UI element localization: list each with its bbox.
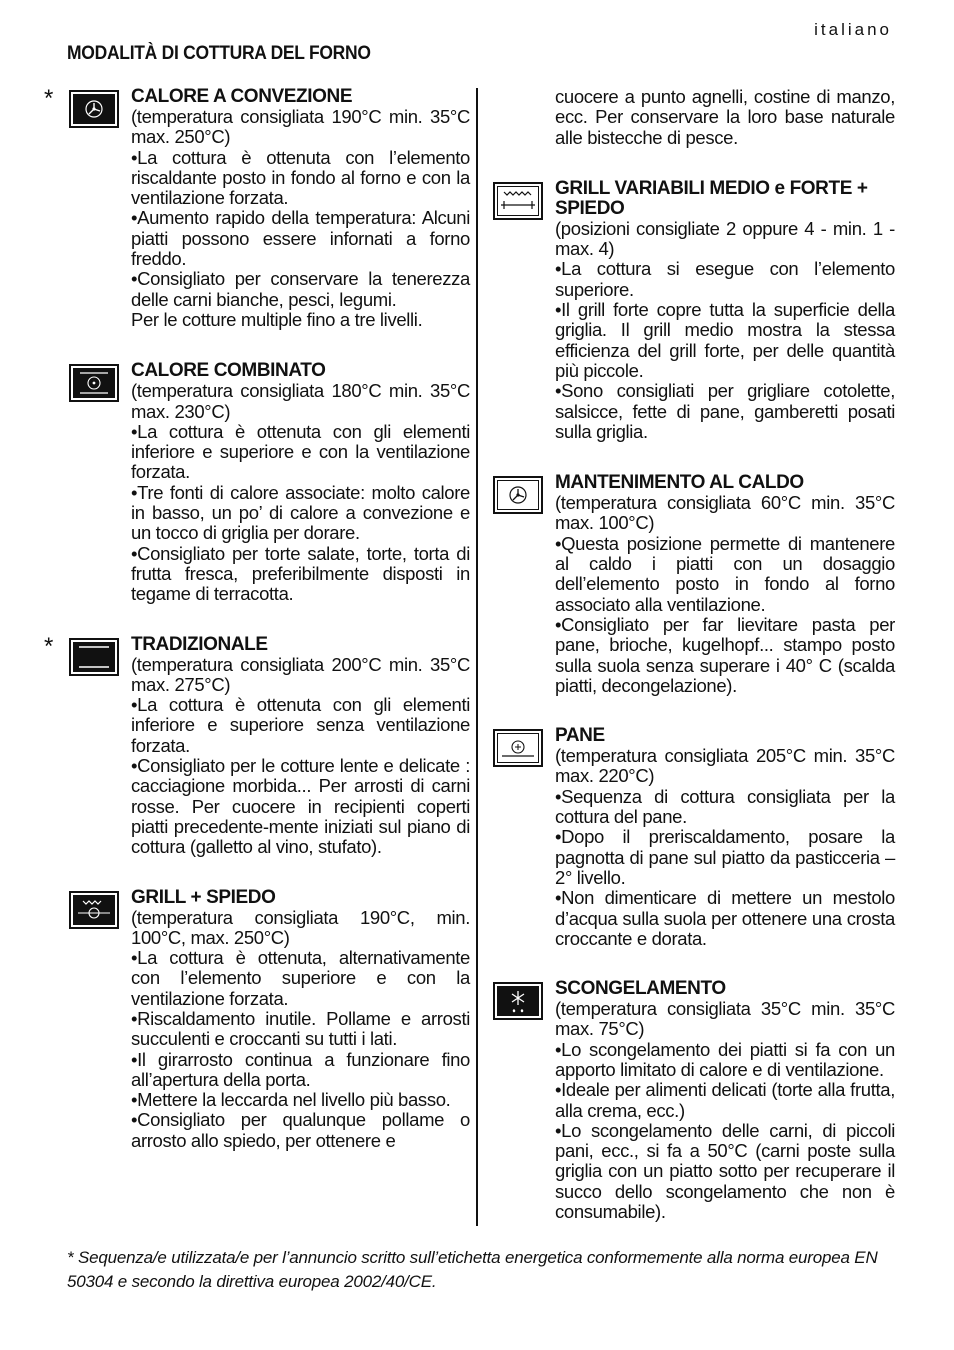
section-convection xyxy=(40,87,470,330)
left-column xyxy=(40,87,470,1171)
section-line: (temperatura consigliata 180°C min. 35°C max. 230°C) xyxy=(131,380,470,422)
section-title: SCONGELAMENTO xyxy=(555,978,726,1000)
right-column xyxy=(490,87,895,1242)
defrost-snowflake-icon xyxy=(493,982,543,1020)
section-line: •Lo scongelamento delle carni, di piccoli pani, ecc., si fa a 50°C (carni poste sulla griglia con un piatto sotto per recuperare il succo dello scongelamento che non è consumabile). xyxy=(555,1119,895,1223)
section-title: TRADIZIONALE xyxy=(131,633,268,655)
combined-heat-icon xyxy=(69,364,119,402)
section-line: •La cottura è ottenuta con gli elementi inferiore e superiore senza ventilazione forzata. xyxy=(131,694,470,756)
section-bread xyxy=(490,726,895,949)
section-line: •La cottura è ottenuta, alternativamente con l’elemento superiore e con la ventilazione forzata. xyxy=(131,947,470,1009)
section-line: •Consigliato per far lievitare pasta per pane, brioche, kugelhopf... stampo posto sulla suola senza superare i 40° C (scalda piatti, decongelazione). xyxy=(555,613,895,696)
section-body xyxy=(131,107,470,330)
section-line: •Ideale per alimenti delicati (torte alla frutta, alla crema, ecc.) xyxy=(555,1079,895,1121)
section-line: (temperatura consigliata 190°C, min. 100°C, max. 250°C) xyxy=(131,906,470,948)
section-body xyxy=(131,381,470,604)
grill-spit-fan-icon xyxy=(69,891,119,929)
section-body xyxy=(555,493,895,696)
section-keep-warm xyxy=(490,473,895,696)
grill-spit-icon xyxy=(493,182,543,220)
section-title: PANE xyxy=(555,725,605,747)
energy-label-marker: * xyxy=(44,632,54,660)
section-body xyxy=(555,999,895,1222)
section-line: •La cottura si esegue con l’elemento superiore. xyxy=(555,258,895,300)
section-line: •Aumento rapido della temperatura: Alcuni piatti possono essere infornati a forno freddo. xyxy=(131,207,470,270)
section-line: •Sequenza di cottura consigliata per la cottura del pane. xyxy=(555,785,895,828)
section-line: (temperatura consigliata 205°C min. 35°C max. 220°C) xyxy=(555,745,895,787)
section-line: •Consigliato per le cotture lente e delicate : cacciagione morbida... Per arrosti di carni rosse. Per cuocere in recipienti coperti piatti precedente-mente iniziati sul piano di cottura (galletto al vino, stufato). xyxy=(131,755,470,858)
section-line: •La cottura è ottenuta con gli elementi inferiore e superiore e con la ventilazione forzata. xyxy=(131,420,470,483)
section-title: MANTENIMENTO AL CALDO xyxy=(555,472,804,494)
section-line: •Dopo il preriscaldamento, posare la pagnotta di pane sul piatto da pasticceria – 2° livello. xyxy=(555,826,895,888)
section-title: CALORE A CONVEZIONE xyxy=(131,86,353,107)
section-body xyxy=(555,219,895,442)
keep-warm-fan-icon xyxy=(493,476,543,514)
section-line: (posizioni consigliate 2 oppure 4 - min. 1 - max. 4) xyxy=(555,217,895,260)
section-defrost xyxy=(490,979,895,1222)
section-variable-grill xyxy=(490,179,895,442)
section-line: •Mettere la leccarda nel livello più basso. xyxy=(131,1089,451,1111)
page-title: MODALITÀ DI COTTURA DEL FORNO xyxy=(67,43,371,64)
section-title: CALORE COMBINATO xyxy=(131,360,326,382)
footnote: * Sequenza/e utilizzata/e per l’annuncio scritto sull’etichetta energetica conformemente alla norma europea EN 50304 e secondo la direttiva europea 2002/40/CE. xyxy=(67,1248,878,1291)
section-body xyxy=(131,908,470,1152)
language-label: italiano xyxy=(814,20,892,39)
column-divider xyxy=(476,88,478,1226)
section-line: •Il girarrosto continua a funzionare fino all’apertura della porta. xyxy=(131,1048,470,1090)
section-line: (temperatura consigliata 190°C min. 35°C max. 250°C) xyxy=(131,106,470,148)
section-line: •Riscaldamento inutile. Pollame e arrosti succulenti e croccanti su tutti i lati. xyxy=(131,1007,470,1050)
section-line: (temperatura consigliata 60°C min. 35°C max. 100°C) xyxy=(555,492,895,534)
section-title: GRILL + SPIEDO xyxy=(131,886,276,908)
section-combined xyxy=(40,361,470,604)
section-line: •Non dimenticare di mettere un mestolo d’acqua sulla suola per ottenere una crosta croccante e dorata. xyxy=(555,887,895,949)
section-line: (temperatura consigliata 200°C min. 35°C max. 275°C) xyxy=(131,653,470,695)
section-line: •Il grill forte copre tutta la superficie della griglia. Il grill medio mostra la stessa efficienza del grill forte, per delle quantità più piccole. xyxy=(555,299,895,381)
section-line: •Consigliato per conservare la tenerezza delle carni bianche, pesci, legumi. xyxy=(131,268,470,310)
energy-label-marker: * xyxy=(44,85,54,112)
section-line: Per le cotture multiple fino a tre livelli. xyxy=(131,308,423,330)
traditional-heat-icon xyxy=(69,638,119,676)
convection-fan-icon xyxy=(69,90,119,128)
section-line: •Consigliato per torte salate, torte, torta di frutta fresca, preferibilmente disposti in tegame di terracotta. xyxy=(131,542,470,605)
section-line: •Questa posizione permette di mantenere al caldo i piatti con un dosaggio dell’elemento posto in fondo al forno associato alla ventilazione. xyxy=(555,532,895,615)
section-line: •Lo scongelamento dei piatti si fa con un apporto limitato di calore e di ventilazione. xyxy=(555,1038,895,1080)
continued-text xyxy=(490,87,895,148)
section-title: GRILL VARIABILI MEDIO e FORTE + SPIEDO xyxy=(555,177,868,219)
section-body xyxy=(131,655,470,858)
section-line: •Tre fonti di calore associate: molto calore in basso, un po’ di calore a convezione e un tocco di griglia per dorare. xyxy=(131,481,470,544)
section-line: (temperatura consigliata 35°C min. 35°C max. 75°C) xyxy=(555,998,895,1040)
section-body xyxy=(555,746,895,949)
section-line: •Consigliato per qualunque pollame o arrosto allo spiedo, per ottenere e xyxy=(131,1109,470,1151)
section-line: •La cottura è ottenuta con l’elemento riscaldante posto in fondo al forno e con la ventilazione forzata. xyxy=(131,146,470,209)
section-grill-spit xyxy=(40,888,470,1152)
bread-icon xyxy=(493,729,543,767)
section-line: •Sono consigliati per grigliare cotolette, salsicce, fette di pane, gamberetti posati sulla griglia. xyxy=(555,380,895,442)
section-traditional xyxy=(40,632,470,858)
continued-line: cuocere a punto agnelli, costine di manzo, ecc. Per conservare la loro base naturale alle bistecche di pesce. xyxy=(555,86,895,148)
